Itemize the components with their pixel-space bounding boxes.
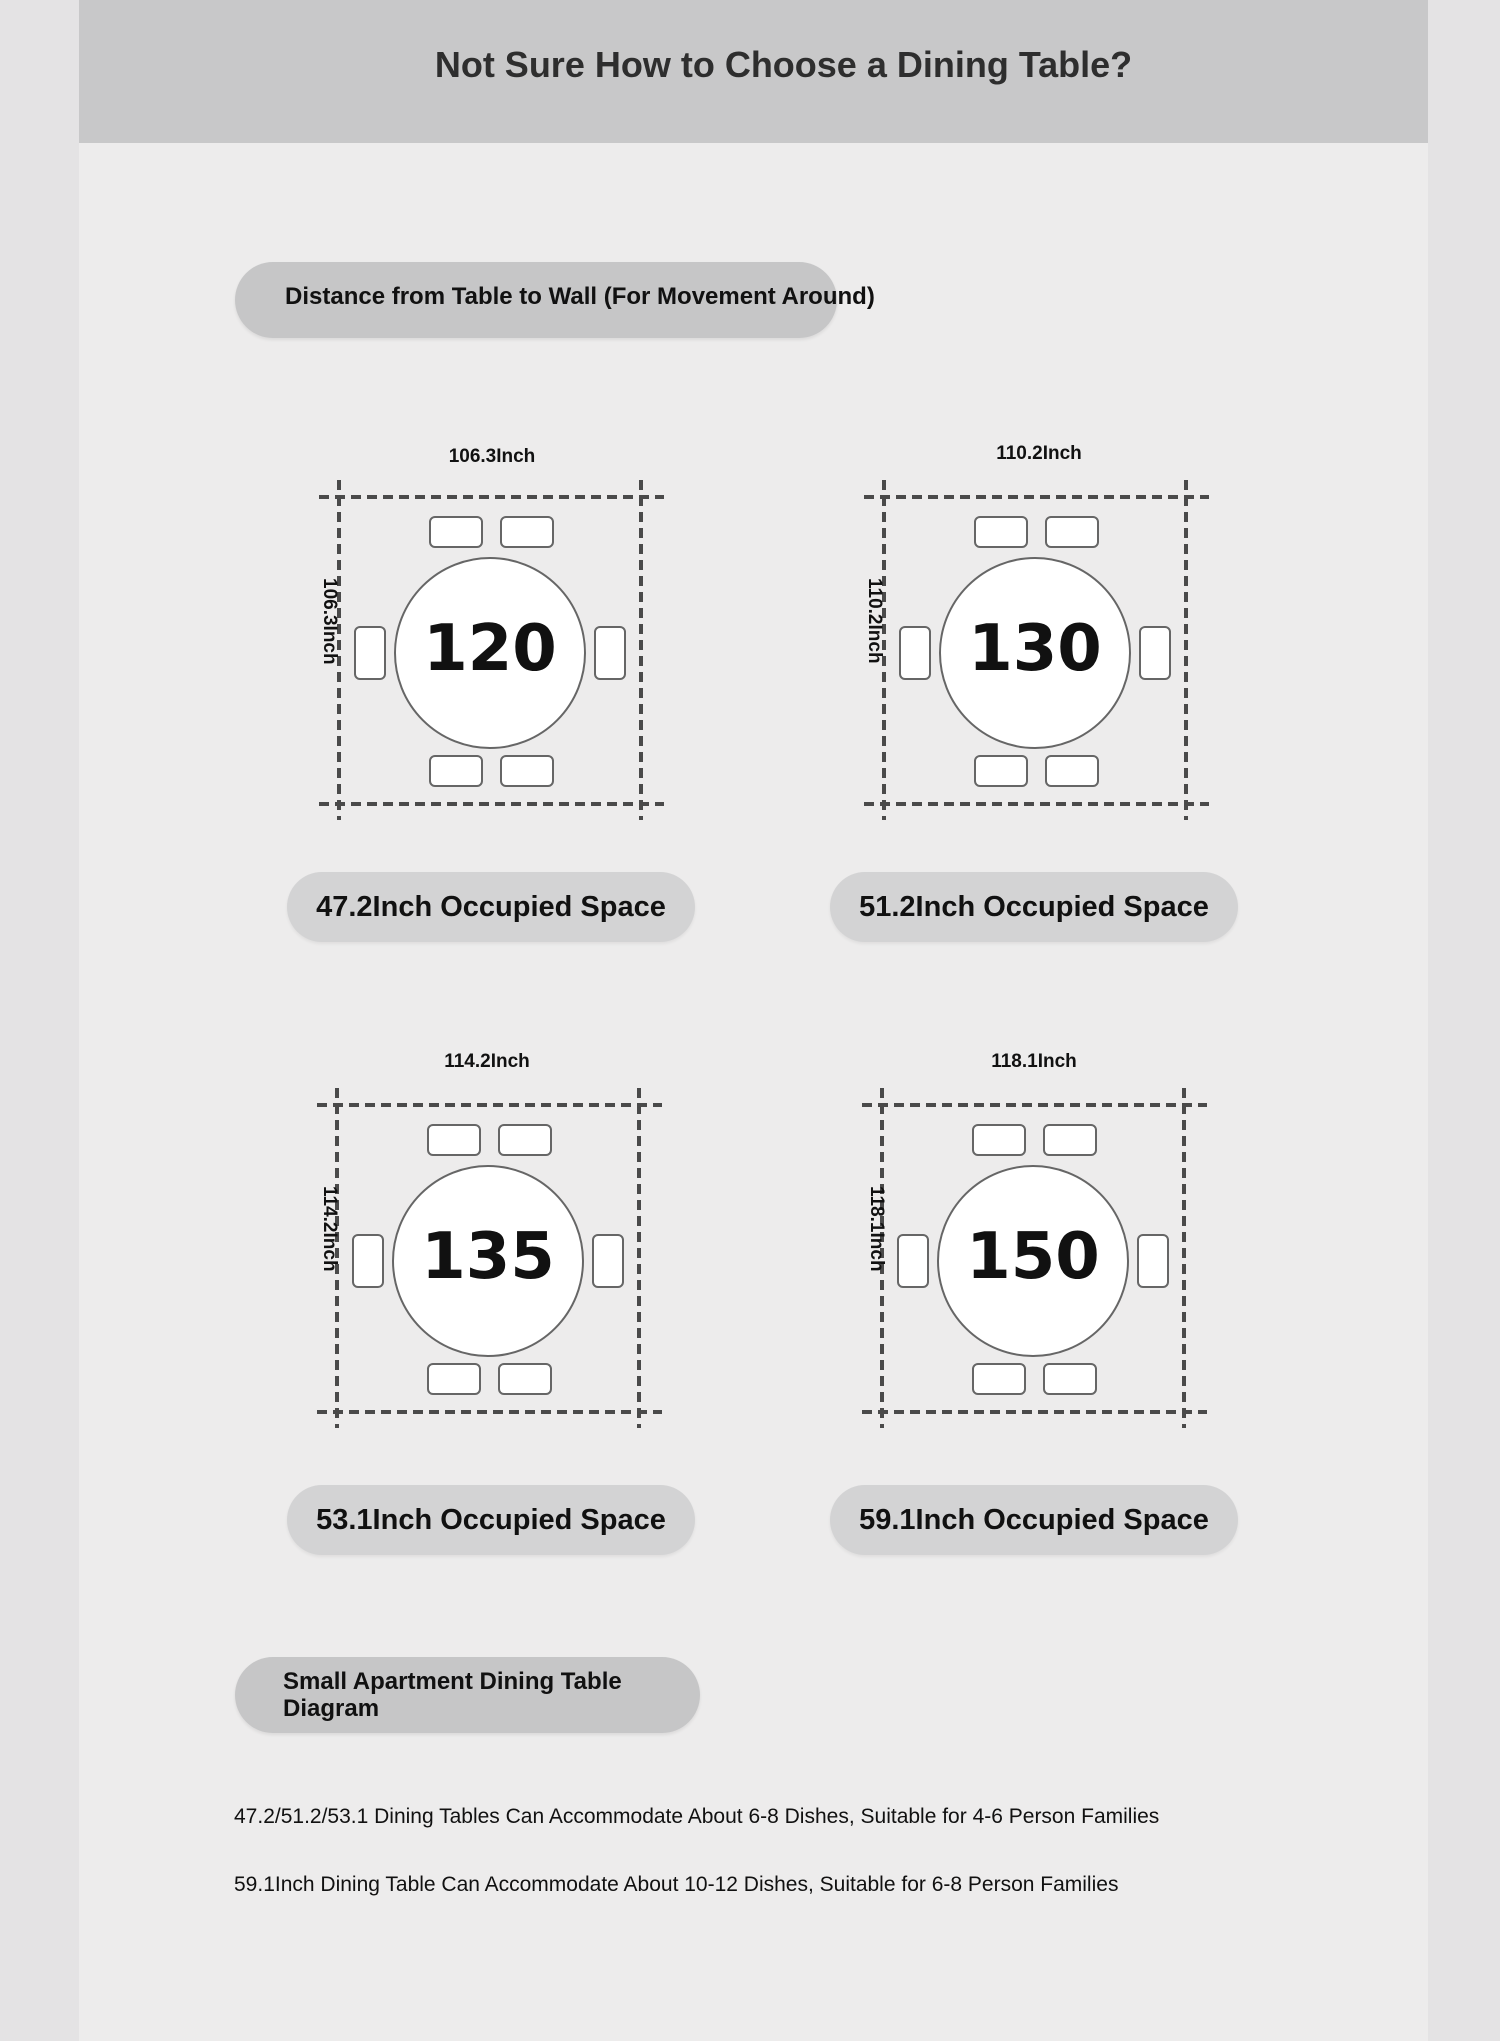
table-diagram-135 (307, 1048, 747, 1448)
section-heading-distance (235, 262, 875, 338)
header (79, 0, 1428, 143)
page (79, 0, 1428, 2041)
table-size-label: 150 (966, 1220, 1100, 1294)
dimension-width: 106.3Inch (448, 446, 536, 467)
dimension-depth: 110.2Inch (864, 578, 885, 664)
occupied-space-badge: 51.2Inch Occupied Space (830, 872, 1238, 942)
dimension-depth: 114.2Inch (319, 1186, 340, 1272)
table-diagram-150 (852, 1048, 1292, 1448)
dimension-depth: 118.1Inch (866, 1186, 887, 1272)
table-diagram-130 (854, 440, 1294, 840)
dimension-width: 110.2Inch (996, 443, 1082, 464)
note-line: 47.2/51.2/53.1 Dining Tables Can Accommodate About 6-8 Dishes, Suitable for 4-6 Person Families (234, 1805, 1160, 1828)
table-size-label: 120 (423, 612, 557, 686)
dimension-width: 114.2Inch (444, 1051, 530, 1072)
table-diagram-120 (309, 440, 749, 840)
section-heading-label: Small Apartment Dining Table Diagram (283, 1668, 622, 1722)
page-title: Not Sure How to Choose a Dining Table? (434, 44, 1133, 85)
occupied-space-badge: 47.2Inch Occupied Space (287, 872, 695, 942)
section-heading-label: Distance from Table to Wall (For Movement Around) (285, 283, 875, 310)
occupied-space-badge: 53.1Inch Occupied Space (287, 1485, 695, 1555)
table-size-label: 135 (421, 1220, 555, 1294)
dimension-width: 118.1Inch (991, 1051, 1077, 1072)
occupied-space-badge: 59.1Inch Occupied Space (830, 1485, 1238, 1555)
section-heading-small-apartment (235, 1657, 700, 1733)
note-line: 59.1Inch Dining Table Can Accommodate About 10-12 Dishes, Suitable for 6-8 Person Families (234, 1873, 1119, 1896)
table-size-label: 130 (968, 612, 1102, 686)
dimension-depth: 106.3Inch (319, 578, 340, 665)
